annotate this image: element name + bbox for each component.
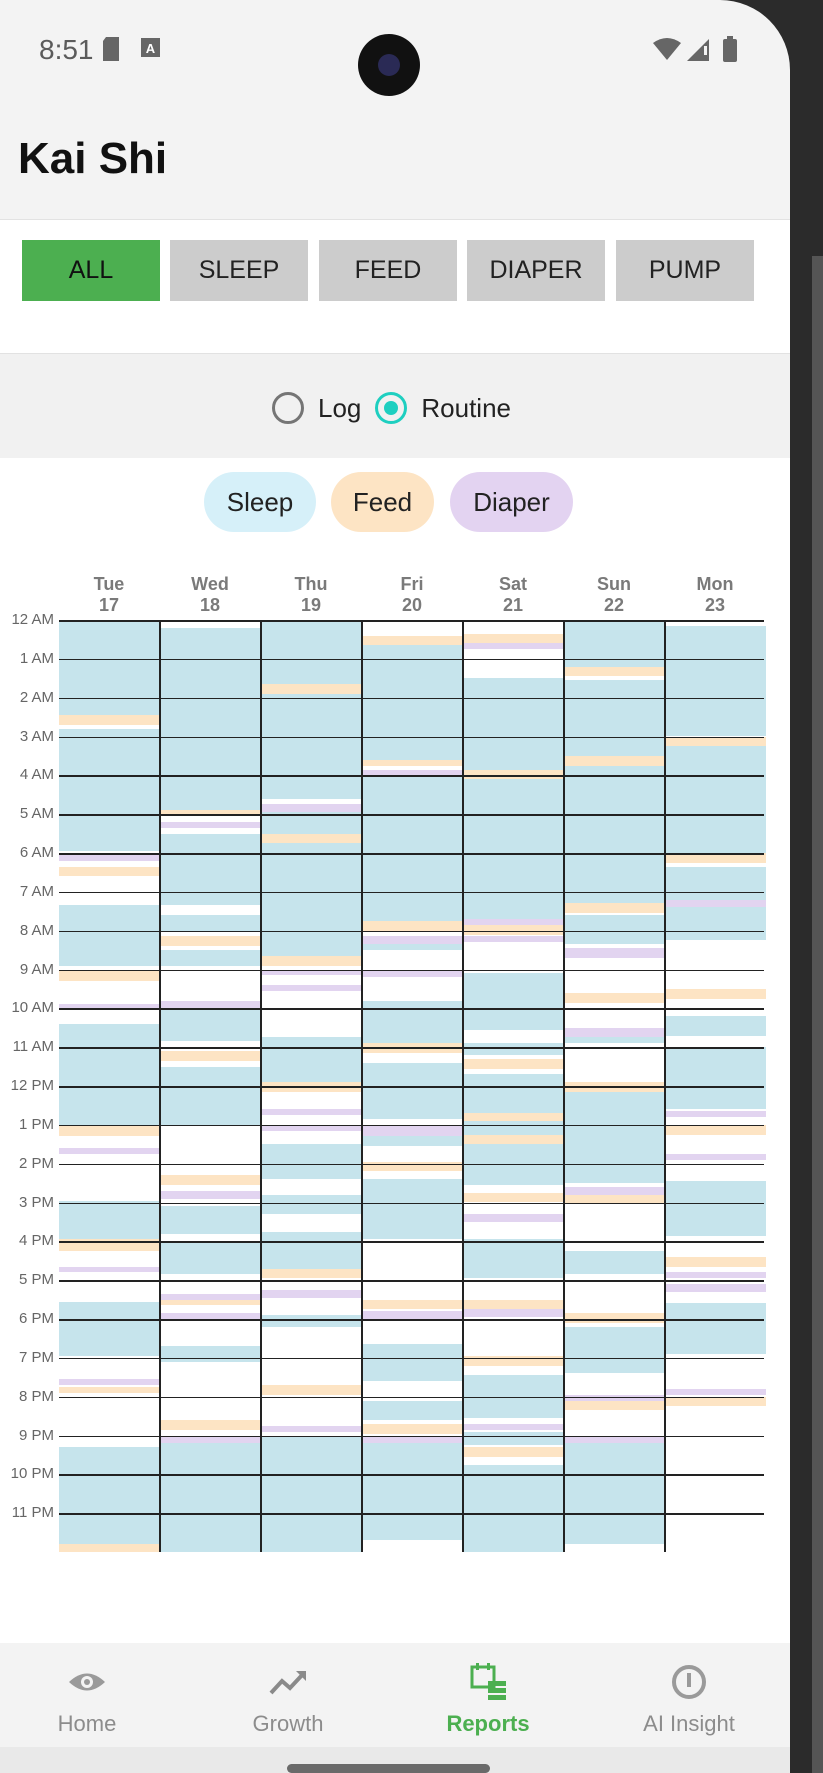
- status-time: 8:51: [39, 34, 94, 65]
- sleep-event-bar[interactable]: [59, 1447, 160, 1544]
- nav-growth[interactable]: [208, 1663, 368, 1737]
- trending-up-icon: [268, 1663, 308, 1701]
- filter-pump-button[interactable]: PUMP: [616, 240, 754, 301]
- hour-label: 6 PM: [18, 1310, 54, 1327]
- day-divider: [664, 620, 666, 1552]
- day-name: Tue: [93, 574, 125, 594]
- day-name: Fri: [400, 574, 424, 594]
- sleep-event-bar[interactable]: [665, 1016, 766, 1035]
- sleep-event-bar[interactable]: [160, 1346, 261, 1362]
- day-date: 20: [401, 595, 423, 615]
- sleep-event-bar[interactable]: [160, 1067, 261, 1125]
- diaper-event-bar[interactable]: [362, 1311, 463, 1319]
- day-header-mon: [665, 574, 765, 616]
- hour-label: 7 AM: [19, 882, 54, 900]
- day-date: 18: [199, 595, 221, 615]
- feed-event-bar[interactable]: [261, 684, 362, 694]
- calendar-list-icon: [468, 1663, 508, 1701]
- hour-gridline: [59, 853, 764, 855]
- hour-gridline: [59, 1164, 764, 1166]
- diaper-event-bar[interactable]: [261, 1109, 362, 1115]
- feed-event-bar[interactable]: [564, 1401, 665, 1411]
- sleep-event-bar[interactable]: [59, 620, 160, 715]
- hour-gridline: [59, 1008, 764, 1010]
- day-name: Sat: [498, 574, 527, 594]
- feed-event-bar[interactable]: [463, 1135, 564, 1145]
- day-divider: [563, 620, 565, 1552]
- diaper-event-bar[interactable]: [160, 1191, 261, 1199]
- feed-event-bar[interactable]: [59, 867, 160, 877]
- feed-event-bar[interactable]: [463, 1193, 564, 1203]
- sleep-event-bar[interactable]: [261, 1315, 362, 1327]
- sleep-event-bar[interactable]: [463, 1043, 564, 1055]
- day-date: 23: [704, 595, 726, 615]
- hour-label: 3 AM: [19, 727, 54, 745]
- sleep-event-bar[interactable]: [59, 1201, 160, 1240]
- sleep-event-bar[interactable]: [564, 1092, 665, 1183]
- hour-gridline: [59, 1241, 764, 1243]
- hour-label: 5 PM: [18, 1271, 54, 1289]
- hour-gridline: [59, 1086, 764, 1088]
- hour-gridline: [59, 1358, 764, 1360]
- feed-event-bar[interactable]: [160, 1300, 261, 1306]
- hour-label: 8 PM: [18, 1387, 54, 1405]
- diaper-event-bar[interactable]: [564, 1028, 665, 1038]
- day-name: Thu: [294, 574, 328, 594]
- diaper-event-bar[interactable]: [160, 1001, 261, 1009]
- hour-gridline: [59, 1280, 764, 1282]
- sleep-event-bar[interactable]: [160, 834, 261, 906]
- feed-event-bar[interactable]: [160, 1175, 261, 1185]
- feed-event-bar[interactable]: [665, 1257, 766, 1267]
- nav-reports-label: Reports: [446, 1711, 530, 1736]
- diaper-event-bar[interactable]: [362, 1125, 463, 1137]
- day-name: Mon: [696, 574, 734, 594]
- sleep-event-bar[interactable]: [160, 1443, 261, 1552]
- filter-feed-button[interactable]: FEED: [319, 240, 457, 301]
- hour-gridline: [59, 1436, 764, 1438]
- feed-event-bar[interactable]: [362, 760, 463, 766]
- diaper-event-bar[interactable]: [261, 1290, 362, 1298]
- diaper-event-bar[interactable]: [362, 936, 463, 944]
- diaper-event-bar[interactable]: [463, 936, 564, 942]
- nav-home-label: Home: [57, 1711, 117, 1736]
- status-bar: [0, 0, 790, 100]
- hour-gridline: [59, 814, 764, 816]
- routine-radio-label[interactable]: Routine: [421, 392, 512, 423]
- feed-event-bar[interactable]: [59, 1544, 160, 1552]
- hour-label: 9 AM: [19, 960, 54, 978]
- diaper-event-bar[interactable]: [665, 1111, 766, 1117]
- diaper-event-bar[interactable]: [665, 1272, 766, 1278]
- keyboard-a-icon: [140, 36, 162, 58]
- sleep-event-bar[interactable]: [261, 620, 362, 684]
- bottom-navigation: [0, 1643, 790, 1747]
- day-date: 21: [502, 595, 524, 615]
- filter-diaper-button[interactable]: DIAPER: [467, 240, 605, 301]
- feed-event-bar[interactable]: [564, 993, 665, 1003]
- day-date: 17: [98, 595, 120, 615]
- feed-event-bar[interactable]: [160, 936, 261, 946]
- day-divider: [462, 620, 464, 1552]
- sleep-event-bar[interactable]: [261, 1144, 362, 1179]
- feed-event-bar[interactable]: [463, 1300, 564, 1310]
- sleep-event-bar[interactable]: [564, 766, 665, 904]
- sleep-event-bar[interactable]: [362, 1401, 463, 1420]
- feed-event-bar[interactable]: [564, 667, 665, 677]
- hour-label: 11 AM: [12, 1038, 54, 1056]
- hour-gridline: [59, 931, 764, 933]
- hour-gridline: [59, 1125, 764, 1127]
- sleep-event-bar[interactable]: [362, 775, 463, 921]
- sleep-event-bar[interactable]: [665, 1181, 766, 1235]
- nav-growth-label: Growth: [252, 1711, 324, 1736]
- sleep-event-bar[interactable]: [665, 907, 766, 940]
- sleep-event-bar[interactable]: [463, 1074, 564, 1113]
- insight-icon: [669, 1663, 709, 1701]
- sleep-event-bar[interactable]: [463, 973, 564, 1029]
- day-name: Wed: [191, 574, 229, 594]
- sleep-event-bar[interactable]: [362, 1063, 463, 1119]
- diaper-event-bar[interactable]: [665, 1389, 766, 1395]
- eye-icon: [67, 1663, 107, 1701]
- hour-label: 1 AM: [19, 649, 54, 667]
- diaper-event-bar[interactable]: [665, 1154, 766, 1160]
- filter-bar: [0, 219, 790, 354]
- day-header-sat: [463, 574, 563, 616]
- hour-label: 1 PM: [18, 1115, 54, 1133]
- hour-label: 6 AM: [19, 844, 54, 861]
- feed-event-bar[interactable]: [463, 1113, 564, 1121]
- filter-all-button[interactable]: ALL: [22, 240, 160, 301]
- hour-label: 10 PM: [10, 1465, 54, 1483]
- hour-label: 11 PM: [11, 1504, 54, 1522]
- diaper-event-bar[interactable]: [261, 985, 362, 991]
- hour-gridline: [59, 970, 764, 972]
- sleep-event-bar[interactable]: [160, 1241, 261, 1274]
- diaper-event-bar[interactable]: [59, 1148, 160, 1154]
- diaper-event-bar[interactable]: [59, 1379, 160, 1385]
- diaper-event-bar[interactable]: [463, 1214, 564, 1222]
- feed-event-bar[interactable]: [59, 971, 160, 981]
- diaper-event-bar[interactable]: [665, 900, 766, 908]
- nav-ai-insight[interactable]: [609, 1663, 769, 1737]
- hour-label: 3 PM: [18, 1193, 54, 1211]
- feed-event-bar[interactable]: [160, 1420, 261, 1430]
- sleep-event-bar[interactable]: [665, 867, 766, 900]
- day-header-thu: [261, 574, 361, 616]
- sleep-event-bar[interactable]: [564, 680, 665, 756]
- log-radio[interactable]: [272, 392, 304, 424]
- hour-label: 4 PM: [18, 1232, 54, 1250]
- feed-event-bar[interactable]: [665, 989, 766, 999]
- device-frame-edge: [812, 256, 823, 1773]
- hour-gridline: [59, 892, 764, 894]
- sleep-event-bar[interactable]: [463, 1239, 564, 1278]
- day-date: 22: [603, 595, 625, 615]
- sleep-event-bar[interactable]: [665, 626, 766, 737]
- diaper-event-bar[interactable]: [665, 1284, 766, 1292]
- sleep-event-bar[interactable]: [564, 1037, 665, 1043]
- sleep-event-bar[interactable]: [463, 1121, 564, 1135]
- day-header-fri: [362, 574, 462, 616]
- hour-label: 4 AM: [19, 766, 54, 784]
- feed-event-bar[interactable]: [463, 1059, 564, 1069]
- hour-label: 12 AM: [11, 611, 54, 628]
- routine-content: [0, 458, 790, 1643]
- hour-gridline: [59, 1203, 764, 1205]
- hour-label: 7 PM: [18, 1348, 54, 1366]
- feed-event-bar[interactable]: [59, 715, 160, 725]
- sleep-event-bar[interactable]: [59, 1302, 160, 1356]
- hour-gridline: [59, 1397, 764, 1399]
- front-camera: [358, 34, 420, 96]
- sleep-event-bar[interactable]: [463, 779, 564, 919]
- sleep-event-bar[interactable]: [564, 1251, 665, 1274]
- nav-ai-insight-label: AI Insight: [643, 1711, 735, 1736]
- sleep-event-bar[interactable]: [160, 915, 261, 931]
- sleep-event-bar[interactable]: [463, 678, 564, 769]
- legend-diaper-chip: Diaper: [450, 472, 573, 532]
- legend-sleep-chip: Sleep: [204, 472, 316, 532]
- hour-gridline: [59, 737, 764, 739]
- hour-label: 10 AM: [11, 999, 54, 1017]
- feed-event-bar[interactable]: [463, 634, 564, 644]
- diaper-event-bar[interactable]: [160, 822, 261, 828]
- feed-event-bar[interactable]: [59, 1387, 160, 1393]
- sleep-event-bar[interactable]: [362, 1001, 463, 1044]
- diaper-event-bar[interactable]: [59, 1267, 160, 1273]
- sleep-event-bar[interactable]: [463, 1432, 564, 1446]
- wifi-icon: [652, 36, 682, 62]
- sleep-event-bar[interactable]: [665, 1303, 766, 1353]
- nav-reports[interactable]: [408, 1663, 568, 1737]
- view-mode-row: [0, 354, 790, 458]
- hour-gridline: [59, 698, 764, 700]
- hour-gridline: [59, 659, 764, 661]
- hour-gridline: [59, 620, 764, 622]
- day-date: 19: [300, 595, 322, 615]
- sleep-event-bar[interactable]: [160, 1008, 261, 1041]
- feed-event-bar[interactable]: [564, 756, 665, 766]
- sleep-event-bar[interactable]: [160, 950, 261, 966]
- sleep-event-bar[interactable]: [665, 1047, 766, 1109]
- sleep-event-bar[interactable]: [362, 1179, 463, 1239]
- sleep-event-bar[interactable]: [261, 1436, 362, 1553]
- sleep-event-bar[interactable]: [59, 729, 160, 851]
- hour-label: 12 PM: [10, 1077, 54, 1094]
- diaper-event-bar[interactable]: [463, 1424, 564, 1430]
- sd-card-icon: [100, 36, 122, 62]
- day-header-wed: [160, 574, 260, 616]
- hour-gridline: [59, 1474, 764, 1476]
- sleep-event-bar[interactable]: [362, 1136, 463, 1146]
- signal-icon: [685, 36, 711, 62]
- day-divider: [361, 620, 363, 1552]
- sleep-event-bar[interactable]: [261, 1195, 362, 1214]
- day-header-tue: [59, 574, 159, 616]
- hour-gridline: [59, 775, 764, 777]
- feed-event-bar[interactable]: [261, 1385, 362, 1395]
- hour-label: 2 AM: [19, 688, 54, 706]
- sleep-event-bar[interactable]: [362, 1443, 463, 1540]
- routine-grid: [59, 620, 764, 1552]
- sleep-event-bar[interactable]: [261, 1232, 362, 1269]
- svg-text:A: A: [145, 41, 156, 56]
- feed-event-bar[interactable]: [362, 636, 463, 646]
- day-name: Sun: [597, 574, 631, 594]
- view-mode-radio-group: [272, 392, 525, 424]
- sleep-event-bar[interactable]: [59, 905, 160, 965]
- sleep-event-bar[interactable]: [160, 1206, 261, 1233]
- home-indicator[interactable]: [287, 1764, 490, 1773]
- hour-gridline: [59, 1319, 764, 1321]
- feed-event-bar[interactable]: [362, 921, 463, 931]
- feed-event-bar[interactable]: [564, 903, 665, 913]
- hour-label: 5 AM: [19, 805, 54, 823]
- legend-feed-chip: Feed: [331, 472, 434, 532]
- page-title: Kai Shi: [18, 134, 168, 183]
- diaper-event-bar[interactable]: [564, 1187, 665, 1195]
- hour-gridline: [59, 1513, 764, 1515]
- sleep-event-bar[interactable]: [463, 1465, 564, 1552]
- day-divider: [260, 620, 262, 1552]
- diaper-event-bar[interactable]: [463, 643, 564, 649]
- diaper-event-bar[interactable]: [59, 855, 160, 861]
- feed-event-bar[interactable]: [261, 834, 362, 844]
- hour-gridline: [59, 1047, 764, 1049]
- feed-event-bar[interactable]: [261, 956, 362, 966]
- sleep-event-bar[interactable]: [160, 628, 261, 811]
- sleep-event-bar[interactable]: [261, 843, 362, 956]
- diaper-event-bar[interactable]: [261, 1426, 362, 1432]
- sleep-event-bar[interactable]: [362, 645, 463, 760]
- sleep-event-bar[interactable]: [665, 746, 766, 853]
- diaper-event-bar[interactable]: [261, 804, 362, 812]
- sleep-event-bar[interactable]: [261, 694, 362, 799]
- feed-event-bar[interactable]: [362, 1300, 463, 1310]
- feed-event-bar[interactable]: [59, 1125, 160, 1137]
- sleep-event-bar[interactable]: [261, 1037, 362, 1082]
- hour-label: 9 PM: [18, 1426, 54, 1444]
- hour-label: 8 AM: [19, 921, 54, 939]
- feed-event-bar[interactable]: [261, 1269, 362, 1279]
- sleep-event-bar[interactable]: [59, 1024, 160, 1125]
- sleep-event-bar[interactable]: [564, 1327, 665, 1374]
- hour-label: 2 PM: [18, 1154, 54, 1172]
- sleep-event-bar[interactable]: [362, 944, 463, 950]
- day-header-sun: [564, 574, 664, 616]
- diaper-event-bar[interactable]: [564, 948, 665, 958]
- log-radio-label[interactable]: Log: [318, 392, 362, 423]
- diaper-event-bar[interactable]: [463, 1309, 564, 1317]
- nav-home[interactable]: [7, 1663, 167, 1737]
- feed-event-bar[interactable]: [362, 1424, 463, 1434]
- feed-event-bar[interactable]: [463, 1447, 564, 1457]
- day-divider: [159, 620, 161, 1552]
- feed-event-bar[interactable]: [160, 1051, 261, 1061]
- sleep-event-bar[interactable]: [564, 1443, 665, 1544]
- sleep-event-bar[interactable]: [362, 1344, 463, 1381]
- battery-icon: [722, 36, 738, 62]
- routine-radio[interactable]: [375, 392, 407, 424]
- filter-sleep-button[interactable]: SLEEP: [170, 240, 308, 301]
